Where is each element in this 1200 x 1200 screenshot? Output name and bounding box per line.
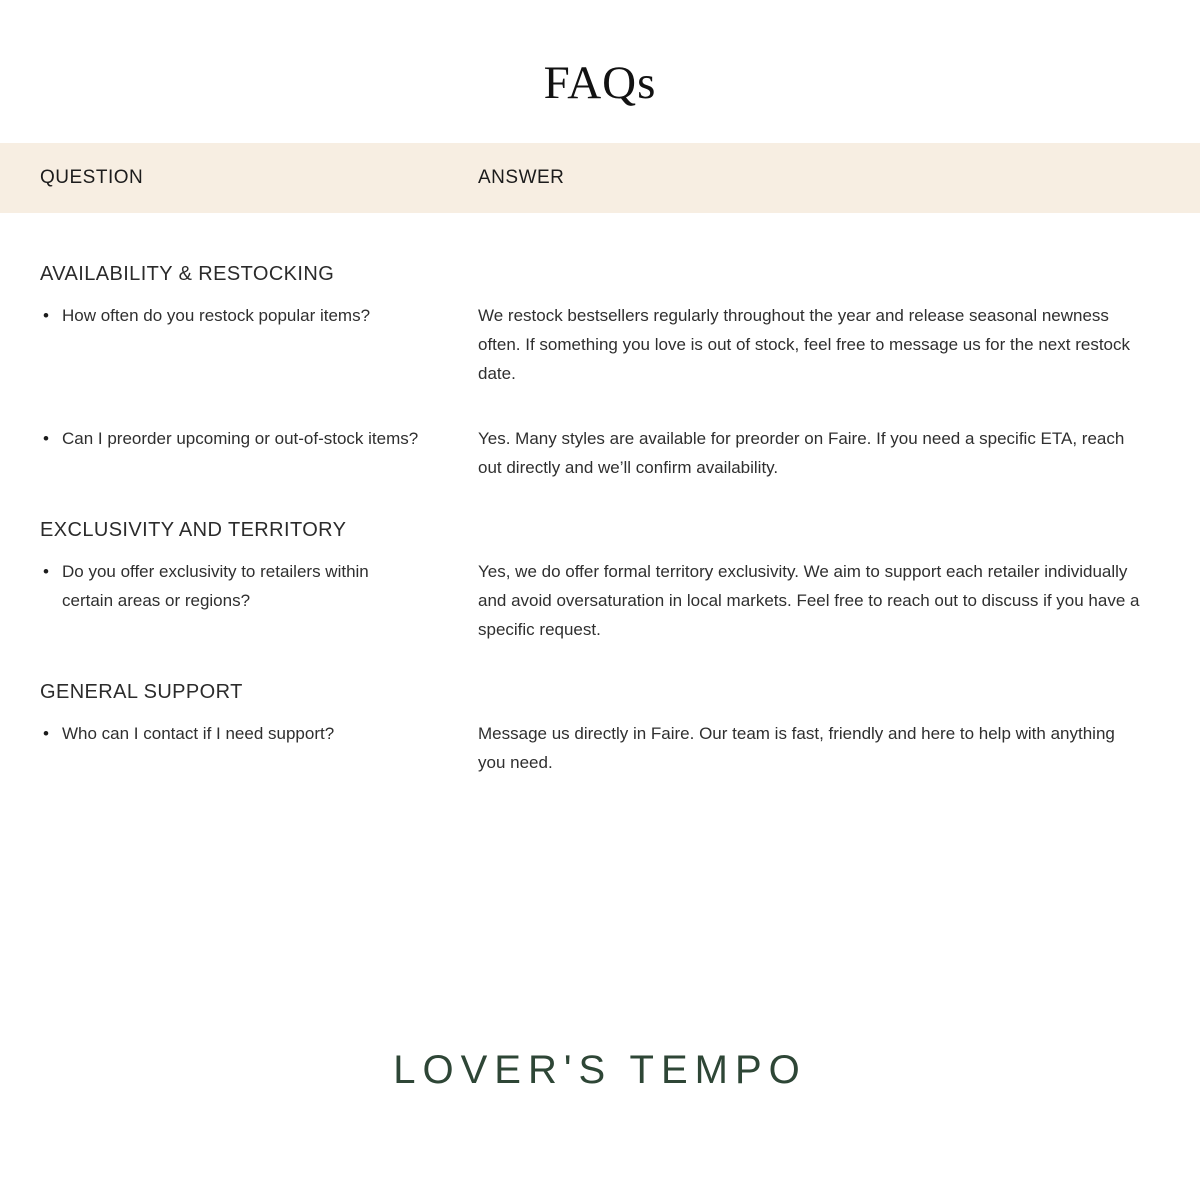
bullet-icon: • [43,562,49,581]
answer-text: Yes, we do offer formal territory exclusivity. We aim to support each retailer individually and avoid oversaturation in local markets. Feel free to reach out to discuss if you have a specific request. [478,562,1140,639]
qa-row [40,719,1140,777]
question-cell [40,719,432,777]
question-cell [40,557,432,644]
answer-text: We restock bestsellers regularly throughout the year and release seasonal newness often. If something you love is out of stock, feel free to message us for the next restock date. [478,306,1131,383]
qa-row [40,557,1140,644]
faq-body [0,213,1200,777]
answer-text: Yes. Many styles are available for preorder on Faire. If you need a specific ETA, reach out directly and we’ll confirm availability. [478,429,1125,477]
qa-row [40,301,1140,388]
question-cell [40,424,432,482]
bullet-icon: • [43,306,49,325]
bullet-icon: • [43,724,49,743]
section-heading: EXCLUSIVITY AND TERRITORY [40,519,347,541]
question-text: Who can I contact if I need support? [62,724,335,743]
qa-row [40,424,1140,482]
question-cell [40,301,432,388]
brand-footer [0,1048,1200,1093]
section-heading: GENERAL SUPPORT [40,681,243,703]
page-title-wrap [0,0,1200,143]
brand-logo: LOVER'S TEMPO [393,1048,807,1092]
faq-section-0 [40,262,1140,482]
question-column-header: QUESTION [40,167,144,188]
question-text: How often do you restock popular items? [62,306,371,325]
section-heading: AVAILABILITY & RESTOCKING [40,263,335,285]
page-title: FAQs [543,56,657,109]
faq-section-2 [40,680,1140,777]
answer-column-header: ANSWER [478,167,565,188]
bullet-icon: • [43,429,49,448]
faq-section-1 [40,518,1140,644]
column-header-band [0,143,1200,213]
answer-text: Message us directly in Faire. Our team is fast, friendly and here to help with anything you need. [478,724,1115,772]
question-text: Can I preorder upcoming or out-of-stock items? [62,429,419,448]
question-text: Do you offer exclusivity to retailers within certain areas or regions? [62,562,369,610]
